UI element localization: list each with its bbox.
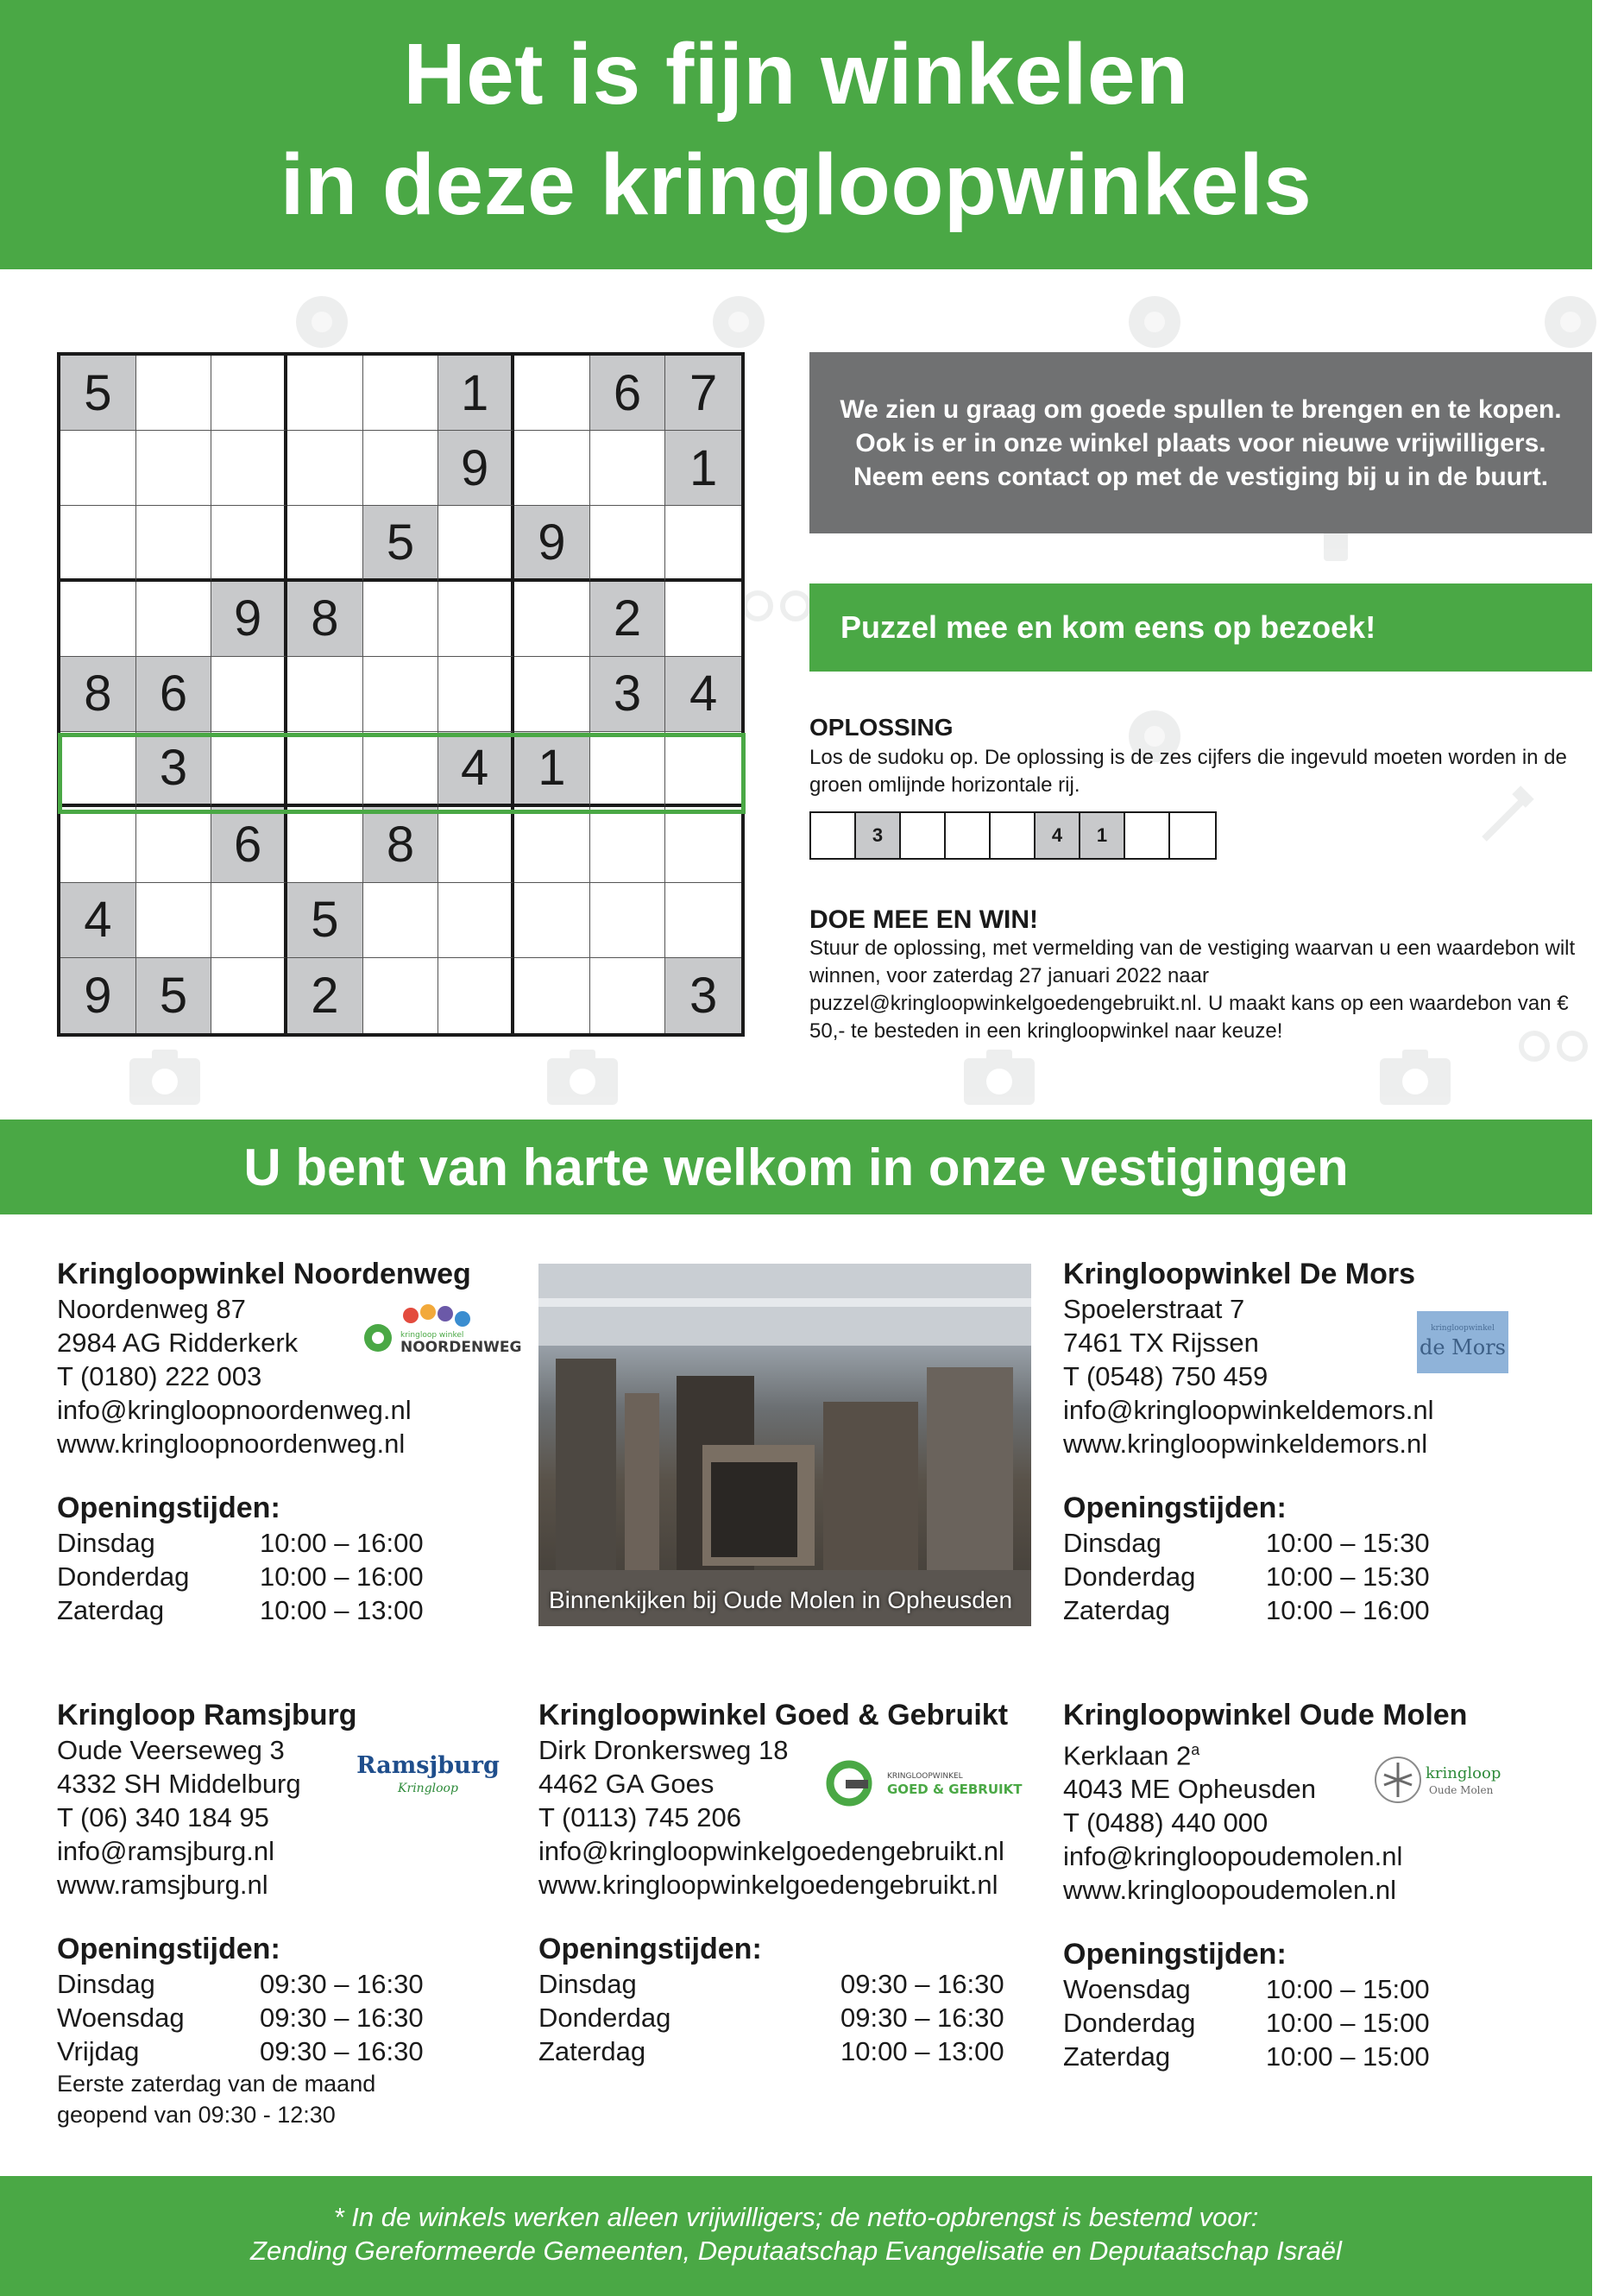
sudoku-cell: 5 xyxy=(287,883,363,958)
de-mors-logo-icon xyxy=(1417,1311,1508,1373)
sudoku-cell: 9 xyxy=(60,958,136,1033)
hours-time: 09:30 – 16:30 xyxy=(260,2036,424,2066)
sudoku-cell: 5 xyxy=(363,506,439,581)
sudoku-cell: 7 xyxy=(665,356,741,431)
sudoku-cell[interactable] xyxy=(514,883,590,958)
ramsjburg-logo-text: Ramsjburg xyxy=(356,1752,500,1779)
sudoku-cell[interactable] xyxy=(287,657,363,732)
sudoku-cell[interactable] xyxy=(363,732,439,807)
solution-box[interactable] xyxy=(901,813,946,858)
sudoku-cell: 2 xyxy=(287,958,363,1033)
hours-time: 10:00 – 16:00 xyxy=(260,1561,424,1592)
sudoku-cell[interactable] xyxy=(211,657,287,732)
sudoku-cell[interactable] xyxy=(211,732,287,807)
hours-time: 10:00 – 16:00 xyxy=(1266,1595,1430,1625)
hours-day: Zaterdag xyxy=(1063,2041,1171,2072)
hours-time: 10:00 – 13:00 xyxy=(260,1595,424,1625)
solution-box: 3 xyxy=(856,813,901,858)
hours-time: 09:30 – 16:30 xyxy=(260,1969,424,1999)
noordenweg-logo-text: NOORDENWEG xyxy=(400,1339,522,1356)
sudoku-cell: 1 xyxy=(514,732,590,807)
store-website[interactable]: www.kringloopoudemolen.nl xyxy=(1063,1875,1397,1906)
store-phone: T (06) 340 184 95 xyxy=(57,1802,269,1832)
sudoku-cell[interactable] xyxy=(514,431,590,506)
store-website[interactable]: www.ramsjburg.nl xyxy=(57,1870,268,1900)
hours-time: 10:00 – 15:00 xyxy=(1266,2041,1430,2072)
store-note: Eerste zaterdag van de maand xyxy=(57,2071,376,2097)
hours-row xyxy=(57,1967,506,2001)
sudoku-cell[interactable] xyxy=(60,431,136,506)
sudoku-cell[interactable] xyxy=(363,958,439,1033)
hours-row xyxy=(57,1560,506,1593)
oude-molen-logo-icon xyxy=(1372,1752,1514,1807)
sudoku-cell[interactable] xyxy=(514,958,590,1033)
store-name: Kringloopwinkel Oude Molen xyxy=(1063,1699,1468,1731)
hours-day: Donderdag xyxy=(1063,1561,1196,1592)
welcome-banner: U bent van harte welkom in onze vestigingen xyxy=(0,1120,1592,1214)
store-name: Kringloopwinkel Noordenweg xyxy=(57,1258,471,1290)
sudoku-cell: 4 xyxy=(665,657,741,732)
store-city: 4043 ME Opheusden xyxy=(1063,1774,1316,1805)
bicycle-icon xyxy=(742,571,811,623)
de-mors-logo-small: kringloopwinkel xyxy=(1431,1324,1495,1333)
sudoku-cell[interactable] xyxy=(438,506,514,581)
sudoku-cell: 8 xyxy=(60,657,136,732)
store-email[interactable]: info@kringloopoudemolen.nl xyxy=(1063,1841,1403,1872)
store-phone: T (0488) 440 000 xyxy=(1063,1807,1268,1839)
sudoku-cell[interactable] xyxy=(665,582,741,657)
de-mors-logo xyxy=(1417,1311,1508,1373)
solution-boxes xyxy=(809,811,1217,860)
store-goed-en-gebruikt xyxy=(538,1697,1048,2068)
solution-box[interactable] xyxy=(811,813,856,858)
sudoku-cell: 9 xyxy=(514,506,590,581)
hours-day: Zaterdag xyxy=(57,1595,165,1625)
hours-time: 09:30 – 16:30 xyxy=(840,1969,1004,1999)
sudoku-cell[interactable] xyxy=(287,506,363,581)
store-email[interactable]: info@kringloopwinkeldemors.nl xyxy=(1063,1395,1434,1425)
solution-box[interactable] xyxy=(1170,813,1215,858)
store-website[interactable]: www.kringloopwinkeldemors.nl xyxy=(1063,1429,1428,1459)
page-footer xyxy=(0,2176,1592,2296)
hours-title: Openingstijden: xyxy=(57,1933,280,1965)
sudoku-cell[interactable] xyxy=(590,807,666,882)
hours-title: Openingstijden: xyxy=(538,1933,762,1965)
hours-title: Openingstijden: xyxy=(1063,1938,1287,1971)
sudoku-cell[interactable] xyxy=(665,506,741,581)
football-icon xyxy=(293,293,350,350)
store-city: 7461 TX Rijssen xyxy=(1063,1328,1259,1358)
sudoku-cell[interactable] xyxy=(287,356,363,431)
hours-time: 10:00 – 16:00 xyxy=(260,1528,424,1558)
football-icon xyxy=(710,293,767,350)
store-street: Kerklaan 2 xyxy=(1063,1740,1192,1771)
sudoku-cell: 4 xyxy=(438,732,514,807)
hours-row xyxy=(1063,1593,1581,1627)
store-email[interactable]: info@ramsjburg.nl xyxy=(57,1836,275,1866)
store-phone: T (0180) 222 003 xyxy=(57,1361,262,1391)
store-website[interactable]: www.kringloopnoordenweg.nl xyxy=(57,1429,406,1459)
intro-text: We zien u graag om goede spullen te brengen en te kopen. Ook is er in onze winkel plaats voor nieuwe vrijwilligers. Neem eens contact op met de vestiging bij u in de buurt. xyxy=(840,394,1562,491)
sudoku-cell[interactable] xyxy=(363,883,439,958)
sudoku-cell[interactable] xyxy=(438,883,514,958)
sudoku-cell: 4 xyxy=(60,883,136,958)
hours-row xyxy=(1063,2006,1581,2040)
sudoku-grid xyxy=(57,352,745,1037)
sudoku-cell[interactable] xyxy=(514,807,590,882)
hours-time: 10:00 – 15:00 xyxy=(1266,2008,1430,2039)
footer-line-2: Zending Gereformeerde Gemeenten, Deputaatschap Evangelisatie en Deputaatschap Israël xyxy=(250,2236,1342,2266)
hours-title: Openingstijden: xyxy=(1063,1492,1287,1524)
sudoku-cell: 1 xyxy=(438,356,514,431)
hours-row xyxy=(1063,1526,1581,1560)
sudoku-cell[interactable] xyxy=(590,431,666,506)
sudoku-cell[interactable] xyxy=(136,807,212,882)
solution-box[interactable] xyxy=(946,813,991,858)
camera-icon xyxy=(962,1046,1036,1107)
photo-interior-shapes xyxy=(538,1264,1031,1626)
sudoku-cell[interactable] xyxy=(136,582,212,657)
hours-day: Donderdag xyxy=(538,2003,671,2033)
oude-molen-logo-text: kringloop xyxy=(1426,1764,1501,1782)
page-header xyxy=(0,0,1592,269)
hours-time: 09:30 – 16:30 xyxy=(260,2003,424,2033)
hours-title: Openingstijden: xyxy=(57,1492,280,1524)
sudoku-cell[interactable] xyxy=(211,356,287,431)
noordenweg-logo-small: kringloop winkel xyxy=(400,1331,464,1340)
sudoku-cell[interactable] xyxy=(363,431,439,506)
hours-row xyxy=(57,2034,506,2068)
win-text: Stuur de oplossing, met vermelding van de vestiging waarvan u een waardebon wilt winnen, voor zaterdag 27 januari 2022 naar puzzel@kringloopwinkelgoedengebruikt.nl. U maakt kans op een waardebon van € 50,- te besteden in een kringloopwinkel naar keuze! xyxy=(809,937,1576,1043)
noordenweg-logo xyxy=(362,1300,522,1360)
sudoku-cell[interactable] xyxy=(60,807,136,882)
hours-time: 10:00 – 13:00 xyxy=(840,2036,1004,2066)
oude-molen-logo xyxy=(1372,1752,1514,1807)
hours-row xyxy=(57,2001,506,2034)
football-icon xyxy=(1126,293,1183,350)
store-email[interactable]: info@kringloopwinkelgoedengebruikt.nl xyxy=(538,1836,1004,1866)
sudoku-cell: 1 xyxy=(665,431,741,506)
sudoku-cell[interactable] xyxy=(665,883,741,958)
hours-row xyxy=(57,1593,506,1627)
page-title xyxy=(0,0,1592,240)
goed-en-gebruikt-logo-icon xyxy=(825,1757,1032,1809)
sudoku-cell[interactable] xyxy=(590,958,666,1033)
sudoku-cell[interactable] xyxy=(438,657,514,732)
goed-en-gebruikt-logo xyxy=(825,1757,1032,1809)
sudoku-cell[interactable] xyxy=(363,582,439,657)
sudoku-cell[interactable] xyxy=(287,431,363,506)
sudoku-cell[interactable] xyxy=(514,582,590,657)
intro-box xyxy=(809,352,1592,533)
hours-time: 10:00 – 15:00 xyxy=(1266,1974,1430,2005)
sudoku-cell: 5 xyxy=(136,958,212,1033)
solution-box: 4 xyxy=(1036,813,1080,858)
store-street: Dirk Dronkersweg 18 xyxy=(538,1735,789,1765)
solution-box: 1 xyxy=(1080,813,1125,858)
title-line-2: in deze kringloopwinkels xyxy=(280,136,1313,233)
sudoku-cell[interactable] xyxy=(590,883,666,958)
ramsjburg-logo-small: Kringloop xyxy=(398,1782,458,1795)
store-city: 2984 AG Ridderkerk xyxy=(57,1328,299,1358)
sudoku-cell: 8 xyxy=(363,807,439,882)
hours-day: Vrijdag xyxy=(57,2036,140,2066)
hours-day: Dinsdag xyxy=(1063,1528,1161,1558)
hours-time: 10:00 – 15:30 xyxy=(1266,1528,1430,1558)
ramsjburg-logo-icon xyxy=(356,1752,500,1804)
store-name: Kringloopwinkel De Mors xyxy=(1063,1258,1416,1290)
hours-day: Donderdag xyxy=(1063,2008,1196,2039)
sudoku-cell[interactable] xyxy=(136,506,212,581)
hours-day: Woensdag xyxy=(1063,1974,1191,2005)
sudoku-cell[interactable] xyxy=(665,807,741,882)
oude-molen-logo-small: Oude Molen xyxy=(1429,1784,1494,1796)
sudoku-cell: 3 xyxy=(590,657,666,732)
sudoku-cell: 5 xyxy=(60,356,136,431)
sudoku-cell[interactable] xyxy=(438,807,514,882)
hours-row xyxy=(1063,1560,1581,1593)
sudoku-cell[interactable] xyxy=(363,356,439,431)
store-street: Noordenweg 87 xyxy=(57,1294,246,1324)
sudoku-cell: 8 xyxy=(287,582,363,657)
sudoku-cell[interactable] xyxy=(60,732,136,807)
sudoku-cell: 6 xyxy=(136,657,212,732)
sudoku-cell[interactable] xyxy=(514,657,590,732)
sudoku-cell: 6 xyxy=(211,807,287,882)
store-email[interactable]: info@kringloopnoordenweg.nl xyxy=(57,1395,412,1425)
title-line-1: Het is fijn winkelen xyxy=(403,26,1189,123)
sudoku-cell[interactable] xyxy=(590,732,666,807)
store-website[interactable]: www.kringloopwinkelgoedengebruikt.nl xyxy=(538,1870,998,1900)
sudoku-cell[interactable] xyxy=(287,732,363,807)
sudoku-cells xyxy=(60,356,741,1033)
sudoku-cell: 3 xyxy=(665,958,741,1033)
hours-day: Donderdag xyxy=(57,1561,190,1592)
store-phone: T (0113) 745 206 xyxy=(538,1802,741,1832)
sudoku-cell[interactable] xyxy=(438,582,514,657)
hours-day: Zaterdag xyxy=(1063,1595,1171,1625)
sudoku-cell: 3 xyxy=(136,732,212,807)
solution-box[interactable] xyxy=(1125,813,1170,858)
sudoku-cell[interactable] xyxy=(60,582,136,657)
football-icon xyxy=(1542,293,1599,350)
sudoku-cell[interactable] xyxy=(438,958,514,1033)
camera-icon xyxy=(128,1046,202,1107)
store-street-suffix: a xyxy=(1191,1741,1200,1758)
sudoku-cell[interactable] xyxy=(136,883,212,958)
sudoku-cell[interactable] xyxy=(136,431,212,506)
camera-icon xyxy=(545,1046,620,1107)
hours-day: Dinsdag xyxy=(538,1969,637,1999)
camera-icon xyxy=(1378,1046,1452,1107)
store-name: Kringloopwinkel Goed & Gebruikt xyxy=(538,1699,1009,1731)
sudoku-cell[interactable] xyxy=(211,506,287,581)
noordenweg-logo-icon xyxy=(362,1300,522,1360)
sudoku-cell: 2 xyxy=(590,582,666,657)
store-street: Spoelerstraat 7 xyxy=(1063,1294,1245,1324)
store-note: geopend van 09:30 - 12:30 xyxy=(57,2102,336,2128)
sudoku-cell[interactable] xyxy=(211,958,287,1033)
win-title: DOE MEE EN WIN! xyxy=(809,905,1039,934)
footer-line-1: * In de winkels werken alleen vrijwilligers; de netto-opbrengst is bestemd voor: xyxy=(333,2202,1259,2232)
hours-day: Woensdag xyxy=(57,2003,185,2033)
sudoku-cell: 9 xyxy=(211,582,287,657)
hours-time: 10:00 – 15:30 xyxy=(1266,1561,1430,1592)
goed-logo-small: KRINGLOOPWINKEL xyxy=(887,1772,963,1781)
store-street: Oude Veerseweg 3 xyxy=(57,1735,285,1765)
hours-row xyxy=(1063,2040,1581,2073)
hours-day: Dinsdag xyxy=(57,1969,155,1999)
sudoku-cell[interactable] xyxy=(514,356,590,431)
store-city: 4462 GA Goes xyxy=(538,1769,715,1799)
hours-time: 09:30 – 16:30 xyxy=(840,2003,1004,2033)
sudoku-cell[interactable] xyxy=(60,506,136,581)
hours-day: Zaterdag xyxy=(538,2036,646,2066)
solution-box[interactable] xyxy=(991,813,1036,858)
goed-logo-text: GOED & GEBRUIKT xyxy=(887,1782,1023,1797)
sudoku-cell[interactable] xyxy=(287,807,363,882)
ramsjburg-logo xyxy=(356,1752,500,1804)
sudoku-cell: 9 xyxy=(438,431,514,506)
puzzle-banner: Puzzel mee en kom eens op bezoek! xyxy=(809,583,1592,672)
hours-day: Dinsdag xyxy=(57,1528,155,1558)
hours-row xyxy=(538,2034,1048,2068)
sudoku-cell[interactable] xyxy=(590,506,666,581)
store-interior-photo xyxy=(538,1264,1031,1626)
store-name: Kringloop Ramsjburg xyxy=(57,1699,357,1731)
store-phone: T (0548) 750 459 xyxy=(1063,1361,1268,1391)
hours-row xyxy=(538,2001,1048,2034)
store-city: 4332 SH Middelburg xyxy=(57,1769,301,1799)
hours-row xyxy=(1063,1972,1581,2006)
sudoku-cell[interactable] xyxy=(363,657,439,732)
sudoku-cell[interactable] xyxy=(136,356,212,431)
hours-row xyxy=(538,1967,1048,2001)
solution-text: Los de sudoku op. De oplossing is de zes cijfers die ingevuld moeten worden in de groen omlijnde horizontale rij. xyxy=(809,746,1567,797)
sudoku-cell[interactable] xyxy=(211,431,287,506)
sudoku-cell[interactable] xyxy=(211,883,287,958)
hours-row xyxy=(57,1526,506,1560)
sudoku-cell[interactable] xyxy=(665,732,741,807)
photo-caption: Binnenkijken bij Oude Molen in Opheusden xyxy=(549,1586,1013,1613)
sudoku-cell: 6 xyxy=(590,356,666,431)
de-mors-logo-text: de Mors xyxy=(1419,1335,1507,1359)
solution-title: OPLOSSING xyxy=(809,714,954,741)
